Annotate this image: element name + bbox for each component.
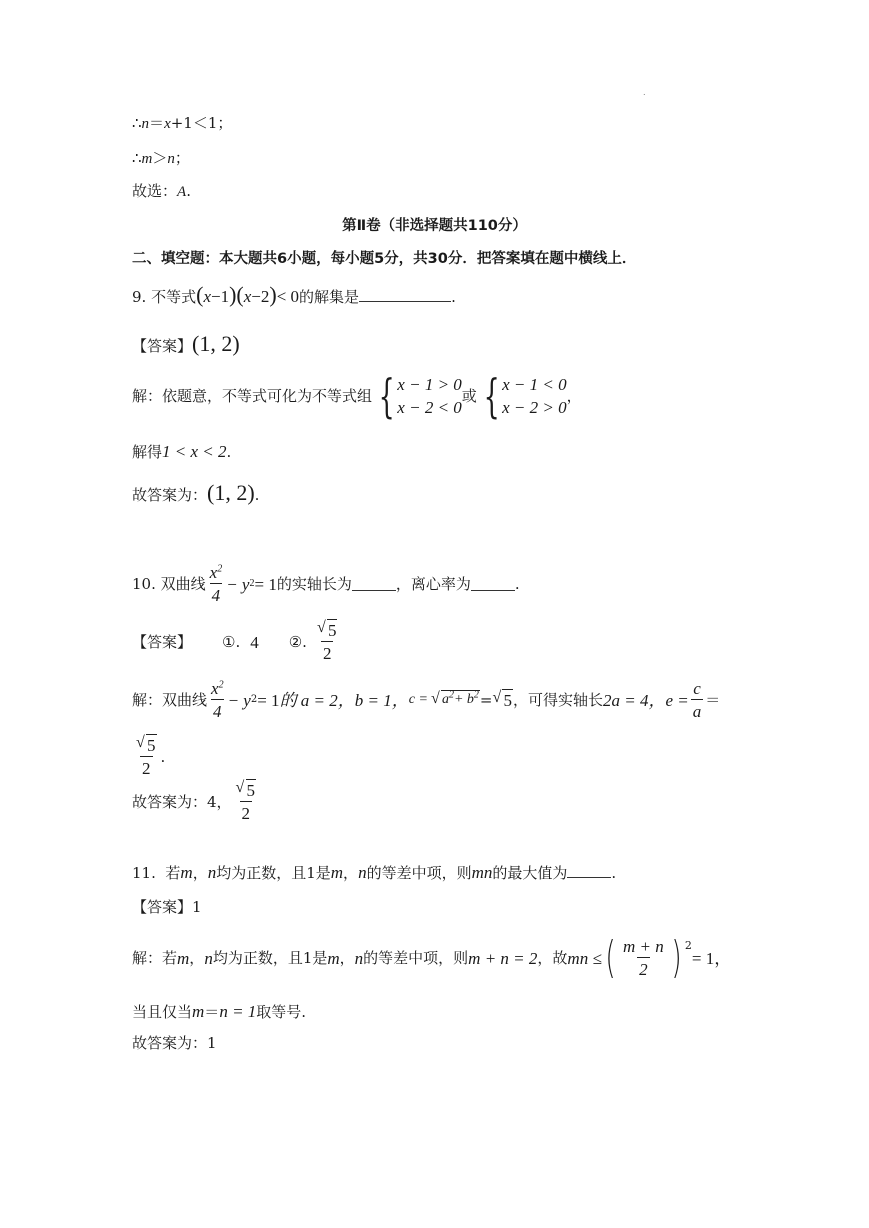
var-m: m — [141, 151, 153, 167]
var-n: n — [207, 863, 217, 882]
q10-solution-cont — [132, 734, 166, 778]
q10-final — [132, 779, 260, 823]
solution-text: ，可得实轴长 — [512, 690, 603, 709]
var-n: n — [141, 116, 150, 132]
question-text: ，离心率为 — [395, 574, 471, 593]
term: −2 — [251, 287, 270, 306]
var-n: n — [204, 948, 213, 968]
answer-value: 1 — [192, 898, 202, 916]
close-paren: ) — [229, 282, 237, 307]
fraction-x2-over-4: $\frac{x^2}{4}$ — [211, 679, 224, 721]
line-n-less-one — [132, 116, 232, 132]
answer-blank-2 — [471, 578, 515, 591]
term: − y — [226, 574, 250, 594]
numerator: x — [209, 563, 218, 582]
question-text: 均为正数，且1是 — [216, 864, 331, 882]
question-text: 若 — [165, 864, 181, 882]
radicand: 5 — [503, 690, 512, 710]
denominator: 4 — [211, 699, 224, 720]
term: −1 — [210, 287, 230, 306]
expr-rest: +1＜1； — [170, 114, 233, 132]
punct: ， — [189, 948, 205, 967]
system-row: x − 2 < 0 — [397, 398, 462, 417]
radicand-a: a — [441, 692, 449, 707]
fraction-sqrt5-over-2: √ 5 2 — [136, 734, 156, 778]
fraction-sqrt5-over-2: √ 5 2 — [316, 619, 337, 663]
radicand: 5 — [246, 781, 256, 800]
question-text: 的最大值为 — [492, 864, 568, 882]
system-row: x − 1 > 0 — [397, 375, 462, 394]
var-m: m — [180, 863, 193, 882]
solution-text: 解：若 — [132, 948, 178, 967]
mn-leq: mn ≤ — [567, 948, 602, 968]
section-title: 第Ⅱ卷（非选择题共110分） — [342, 218, 527, 234]
var-n: n — [358, 863, 367, 882]
equals-sign: ＝ — [705, 690, 721, 709]
value-2a: 2a = 4 — [603, 690, 649, 710]
open-paren: ( — [196, 282, 204, 307]
equals-sign: ＝ — [149, 114, 165, 132]
radicand: 5 — [327, 621, 337, 640]
question-11 — [132, 864, 616, 881]
var-m: m — [327, 948, 340, 968]
page-corner-mark: . — [643, 88, 646, 97]
solution-text: 解：双曲线 — [132, 690, 208, 709]
punct: . — [186, 182, 191, 200]
numerator: m + n — [622, 937, 664, 956]
choose-label: 故选： — [132, 182, 178, 200]
question-text: 不等式 — [151, 288, 197, 306]
punct: ， — [339, 948, 355, 967]
answer-value-1: 4 — [250, 632, 259, 652]
question-10: 10. 双曲线 $\frac{x^2}{4}$ − y 2 = 1 的实轴长为 ，离心率为 . — [132, 563, 520, 605]
q11-solution — [132, 932, 732, 983]
therefore-symbol: ∴ — [132, 149, 142, 167]
denominator: 2 — [637, 957, 650, 978]
punct: . — [451, 288, 456, 306]
punct: . — [254, 486, 260, 504]
sqrt-5: √ 5 — [492, 688, 512, 710]
q10-solution: 解：双曲线 $\frac{x^2}{4}$ − y 2 = 1 的 a = 2 ，b = 1， c = √ $a^2+ b^2$ = √ 5 ，可得实轴长 2a = 4 ，e = $\frac{c}{a}$ ＝ — [132, 679, 721, 721]
denominator: a — [691, 699, 704, 720]
or-word: 或 — [461, 386, 477, 405]
equals-one: = 1 — [254, 574, 277, 594]
punct: . — [514, 574, 520, 593]
solution-text: ，故 — [537, 948, 568, 967]
fraction-x2-over-4: $\frac{x^2}{4}$ — [209, 563, 223, 605]
solution-text: 当且仅当 — [132, 1003, 193, 1021]
gt-sign: ＞ — [152, 149, 168, 167]
denominator: 2 — [140, 756, 153, 777]
radicand: 5 — [147, 736, 156, 755]
punct: . — [611, 864, 617, 882]
var-x: x — [203, 287, 211, 306]
question-number: 9. — [132, 288, 147, 306]
equals-one: = 1， — [691, 948, 732, 968]
inequality: 1 < x < 2 — [162, 442, 227, 461]
answer-value: (1, 2) — [192, 331, 240, 356]
question-text: 的等差中项，则 — [366, 864, 472, 882]
var-x: x — [164, 116, 171, 132]
punct: . — [226, 443, 232, 461]
punct: ， — [192, 864, 208, 882]
punct: ， — [566, 386, 582, 405]
answer-label: 【答案】 — [132, 898, 193, 916]
var-mn: mn — [471, 863, 493, 882]
solution-text: 解：依题意，不等式可化为不等式组 — [132, 386, 373, 405]
term: − y — [227, 690, 251, 710]
squared-fraction: ( $\frac{m + n}{2}$ ) $^2$ — [605, 932, 692, 983]
denominator: 2 — [321, 641, 334, 662]
radicand-b: + b — [453, 692, 474, 707]
fraction-c-over-a — [691, 680, 704, 720]
equals-sign: = — [479, 690, 493, 709]
final-label: 故答案为： — [132, 486, 208, 504]
value-e-label: ，e = — [648, 690, 689, 710]
var-n: n — [167, 151, 175, 167]
solution-text: 解得 — [132, 443, 163, 461]
numerator: x — [211, 679, 219, 698]
value-a: 的 a = 2 — [279, 690, 338, 710]
question-number: 11. — [132, 864, 156, 882]
q11-answer — [132, 900, 202, 915]
final-label: 故答案为：4， — [132, 792, 232, 811]
answer-label: 【答案】 — [132, 632, 193, 651]
q10-answer — [132, 619, 341, 663]
q11-equality-condition — [132, 1003, 306, 1020]
open-paren: ( — [236, 282, 244, 307]
question-number: 10. — [132, 574, 156, 593]
therefore-symbol: ∴ — [132, 114, 142, 132]
equals-sign: ＝ — [204, 1003, 220, 1021]
numerator: c — [693, 679, 701, 698]
answer-label: 【答案】 — [132, 337, 193, 355]
question-9 — [132, 284, 456, 306]
line-choose-a — [132, 184, 191, 200]
q9-result — [132, 443, 231, 460]
value-b: ，b = 1， — [337, 690, 409, 710]
value-c-label: c = — [408, 692, 428, 707]
answer-blank-1 — [352, 578, 396, 591]
final-value: (1, 2) — [207, 480, 255, 505]
answer-blank — [567, 865, 611, 878]
punct: ， — [343, 864, 359, 882]
system-2: { x − 1 < 0 x − 2 > 0 — [483, 369, 567, 423]
q11-final: 故答案为：1 — [132, 1034, 217, 1052]
section-instructions: 二、填空题：本大题共6小题，每小题5分，共30分．把答案填在题中横线上． — [132, 251, 637, 267]
var-m: m — [177, 948, 190, 968]
question-text: 的解集是 — [299, 288, 360, 306]
sqrt-a2-b2: √ $a^2+ b^2$ — [430, 689, 479, 707]
answer-mark-1: ①. — [222, 632, 241, 651]
var-m: m — [192, 1002, 205, 1021]
system-row: x − 1 < 0 — [502, 375, 567, 394]
denominator: 4 — [210, 583, 223, 604]
line-m-gt-n — [132, 151, 190, 167]
q9-solution — [132, 369, 582, 423]
q9-answer — [132, 333, 240, 355]
close-paren: ) — [269, 282, 277, 307]
choice-a: A — [177, 184, 187, 200]
question-text: 的实轴长为 — [276, 574, 352, 593]
system-row: x − 2 > 0 — [502, 398, 567, 417]
q9-final — [132, 482, 259, 504]
sum-equation: m + n = 2 — [468, 948, 538, 968]
solution-text: 取等号. — [256, 1003, 307, 1021]
answer-blank — [359, 289, 451, 302]
fraction-sqrt5-over-2: √ 5 2 — [235, 779, 256, 823]
equals-one: = 1 — [257, 690, 280, 710]
var-m: m — [330, 863, 344, 882]
lt-zero: < 0 — [276, 287, 300, 306]
denominator: 2 — [240, 801, 253, 822]
var-n: n — [354, 948, 364, 968]
punct: . — [160, 747, 166, 766]
answer-mark-2: ②. — [288, 632, 307, 651]
solution-text: 均为正数，且1是 — [212, 948, 328, 967]
system-1: { x − 1 > 0 x − 2 < 0 — [378, 369, 462, 423]
var-x: x — [243, 287, 252, 306]
punct: ； — [174, 149, 190, 167]
var-n-eq-1: n = 1 — [219, 1002, 257, 1021]
question-text: 双曲线 — [160, 574, 206, 593]
solution-text: 的等差中项，则 — [363, 948, 469, 967]
